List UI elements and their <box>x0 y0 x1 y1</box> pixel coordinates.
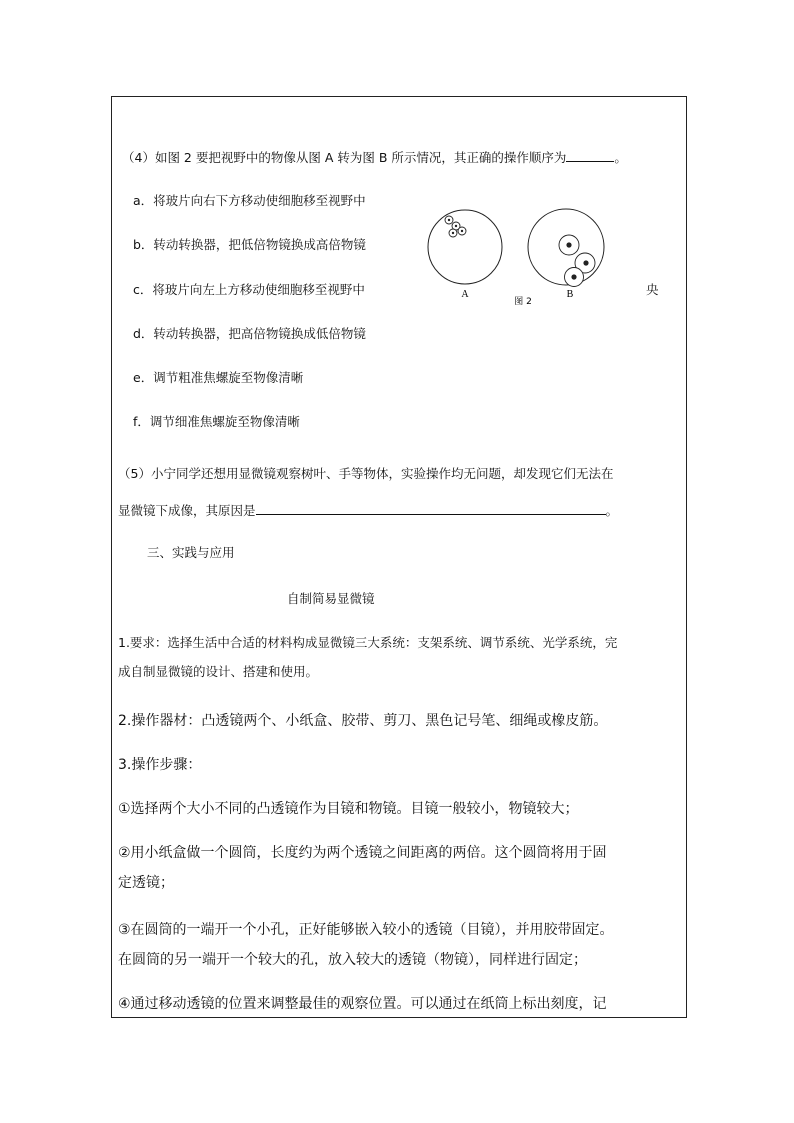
step-4-line-1: ④通过移动透镜的位置来调整最佳的观察位置。可以通过在纸筒上标出刻度，记 <box>118 996 607 1012</box>
step-1: ①选择两个大小不同的凸透镜作为目镜和物镜。目镜一般较小，物镜较大； <box>118 801 579 817</box>
q4-option-c: c．将玻片向左上方移动使细胞移至视野中 <box>133 282 365 297</box>
q4-prefix: （4）如图 2 要把视野中的物像从图 A 转为图 B 所示情况，其正确的操作顺序为 <box>122 150 567 165</box>
q4-suffix: 。 <box>614 150 627 165</box>
step-3-line-1: ③在圆筒的一端开一个小孔，正好能够嵌入较小的透镜（目镜），并用胶带固定。 <box>118 922 614 938</box>
step-3-line-2: 在圆筒的另一端开一个较大的孔，放入较大的透镜（物镜），同样进行固定； <box>118 952 587 968</box>
q4-option-b: b．转动转换器，把低倍物镜换成高倍物镜 <box>133 237 366 252</box>
materials: 2.操作器材：凸透镜两个、小纸盒、胶带、剪刀、黑色记号笔、细绳或橡皮筋。 <box>118 713 608 729</box>
q4-option-a: a．将玻片向右下方移动使细胞移至视野中 <box>133 193 366 208</box>
view-a-circle <box>428 210 502 284</box>
q4-option-c-tail: 央 <box>646 282 659 297</box>
figure-label-a: A <box>461 289 469 300</box>
figure-2-microscope-views <box>420 205 610 315</box>
step-2-line-2: 定透镜； <box>118 875 174 891</box>
q5-line-2-suffix: 。 <box>605 503 619 518</box>
q5-line-2 <box>118 501 618 519</box>
step-2-line-1: ②用小纸盒做一个圆筒，长度约为两个透镜之间距离的两倍。这个圆筒将用于固 <box>118 845 607 861</box>
q4-answer-blank[interactable] <box>566 148 614 162</box>
q4-option-e: e．调节粗准焦螺旋至物像清晰 <box>133 370 304 385</box>
q4-option-f: f．调节细准焦螺旋至物像清晰 <box>133 414 300 429</box>
q4-option-d: d．转动转换器，把高倍物镜换成低倍物镜 <box>133 326 366 341</box>
figure-caption: 图 2 <box>514 297 532 307</box>
q5-answer-blank[interactable] <box>256 501 606 515</box>
subtitle: 自制简易显微镜 <box>287 591 375 606</box>
q5-line-1: （5）小宁同学还想用显微镜观察树叶、手等物体，实验操作均无问题，却发现它们无法在 <box>118 466 614 481</box>
steps-title: 3.操作步骤： <box>118 757 202 773</box>
requirement-line-2: 成自制显微镜的设计、搭建和使用。 <box>118 664 319 679</box>
requirement-line-1: 1.要求：选择生活中合适的材料构成显微镜三大系统：支架系统、调节系统、光学系统，完 <box>118 635 618 650</box>
q4-question <box>122 148 627 166</box>
section-title: 三、实践与应用 <box>147 545 235 560</box>
q5-line-2-prefix: 显微镜下成像，其原因是 <box>118 503 256 518</box>
figure-label-b: B <box>566 289 574 300</box>
